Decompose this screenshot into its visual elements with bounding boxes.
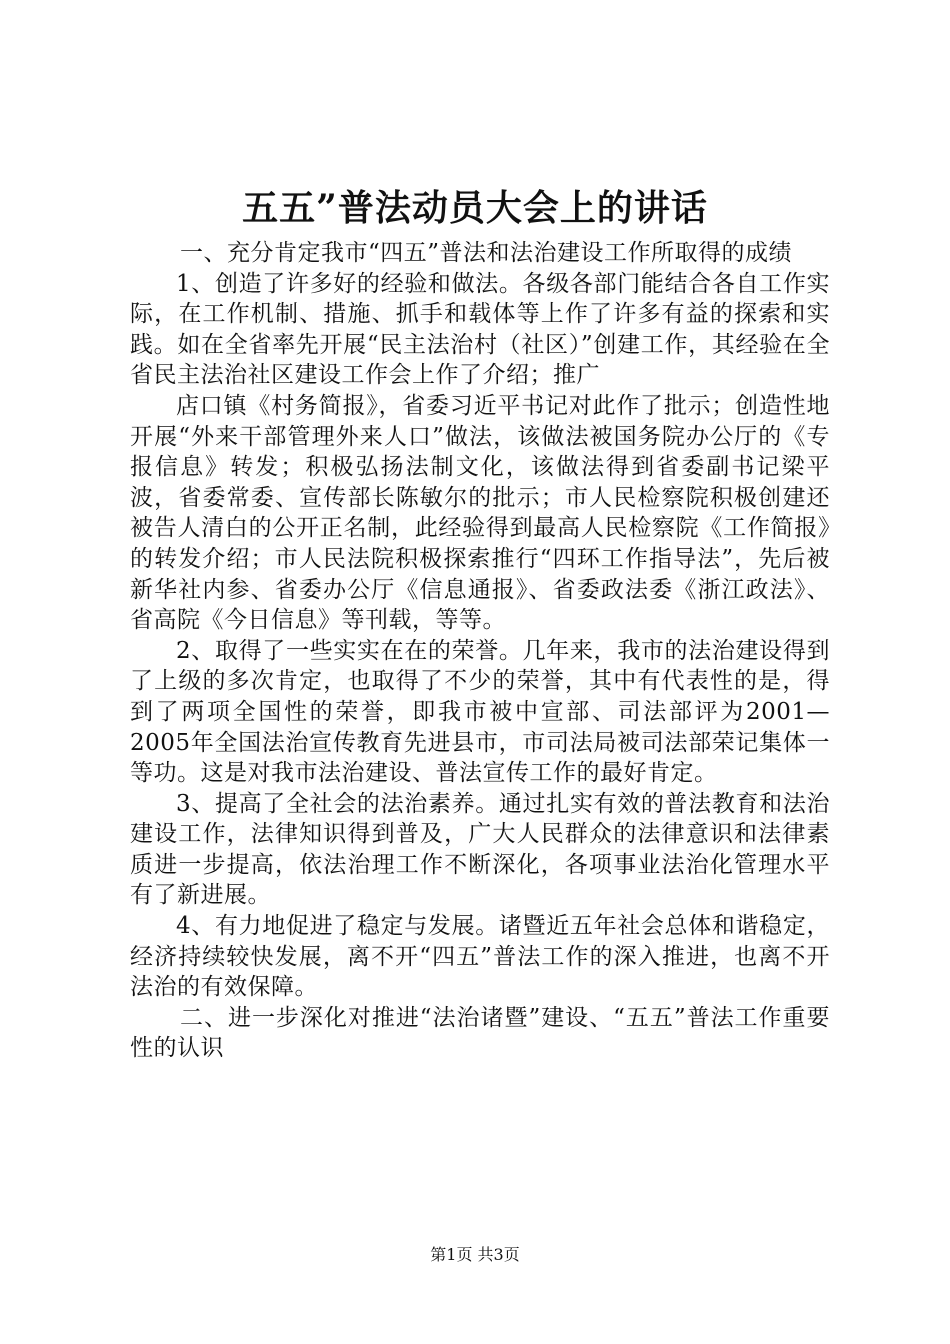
page-title: 五五”普法动员大会上的讲话 — [242, 187, 708, 229]
paragraph-3: 2、取得了一些实实在在的荣誉。几年来，我市的法治建设得到了上级的多次肯定，也取得了不少的荣誉，其中有代表性的是，得到了两项全国性的荣誉，即我市被中宣部、司法部评为2001—2005年全国法治宣传教育先进县市，市司法局被司法部荣记集体一等功。这是对我市法治建设、普法宣传工作的最好肯定。 — [130, 637, 830, 787]
paragraph-2: 店口镇《村务简报》，省委习近平书记对此作了批示；创造性地开展“外来干部管理外来人口”做法，该做法被国务院办公厅的《专报信息》转发；积极弘扬法制文化，该做法得到省委副书记梁平波，省委常委、宣传部长陈敏尔的批示；市人民检察院积极创建还被告人清白的公开正名制，此经验得到最高人民检察院《工作简报》的转发介绍；市人民法院积极探索推行“四环工作指导法”，先后被新华社内参、省委办公厅《信息通报》、省委政法委《浙江政法》、省高院《今日信息》等刊载，等等。 — [130, 392, 830, 634]
page-number-footer: 第1页 共3页 — [430, 1245, 520, 1264]
paragraph-5: 4、有力地促进了稳定与发展。诸暨近五年社会总体和谐稳定，经济持续较快发展，离不开“四五”普法工作的深入推进，也离不开法治的有效保障。 — [130, 913, 830, 1001]
section-heading-1: 一、充分肯定我市“四五”普法和法治建设工作所取得的成绩 — [180, 240, 793, 266]
section-heading-2: 二、进一步深化对推进“法治诸暨”建设、“五五”普法工作重要性的认识 — [130, 1004, 830, 1062]
paragraph-1: 1、创造了许多好的经验和做法。各级各部门能结合各自工作实际，在工作机制、措施、抓手和载体等上作了许多有益的探索和实践。如在全省率先开展“民主法治村（社区）”创建工作，其经验在全省民主法治社区建设工作会上作了介绍；推广 — [130, 270, 830, 389]
paragraph-4: 3、提高了全社会的法治素养。通过扎实有效的普法教育和法治建设工作，法律知识得到普及，广大人民群众的法律意识和法律素质进一步提高，依法治理工作不断深化，各项事业法治化管理水平有了新进展。 — [130, 790, 830, 909]
document-body — [130, 238, 830, 1064]
